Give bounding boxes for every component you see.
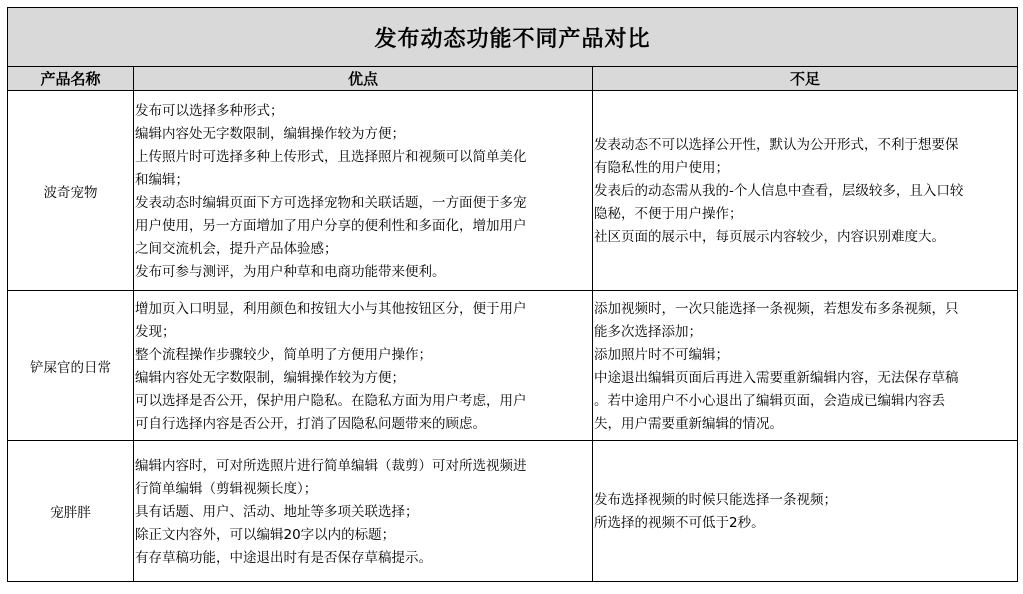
cons-line: 。若中途用户不小心退出了编辑页面，会造成已编辑内容丢 <box>594 392 945 409</box>
cons-line: 隐秘，不便于用户操作； <box>594 206 743 222</box>
pros-line: 整个流程操作步骤较少，简单明了方便用户操作； <box>135 346 432 363</box>
cons-line: 所选择的视频不可低于2秒。 <box>594 515 765 531</box>
pros-line: 编辑内容处无字数限制，编辑操作较为方便； <box>135 369 405 386</box>
pros-line: 增加页入口明显，利用颜色和按钮大小与其他按钮区分，便于用户 <box>135 300 527 317</box>
table-row <box>8 91 1018 291</box>
header-cons: 不足 <box>593 67 1018 91</box>
pros-line: 上传照片时可选择多种上传形式，且选择照片和视频可以简单美化 <box>135 148 527 165</box>
comparison-sheet <box>7 7 1017 582</box>
cons-cell <box>593 291 1018 441</box>
title-row <box>8 8 1018 67</box>
table-row <box>8 441 1018 582</box>
table-row <box>8 291 1018 441</box>
cons-line: 能多次选择添加； <box>594 323 702 340</box>
product-name: 波奇宠物 <box>8 91 134 291</box>
table-title: 发布动态功能不同产品对比 <box>8 8 1018 67</box>
pros-line: 发布可参与测评，为用户种草和电商功能带来便利。 <box>135 263 446 280</box>
cons-line: 社区页面的展示中，每页展示内容较少，内容识别难度大。 <box>594 229 945 245</box>
cons-cell <box>593 91 1018 291</box>
pros-line: 用户使用，另一方面增加了用户分享的便利性和多面化，增加用户 <box>135 217 527 234</box>
pros-line: 除正文内容外，可以编辑20字以内的标题； <box>135 526 396 543</box>
pros-cell <box>134 291 593 441</box>
pros-line: 编辑内容处无字数限制，编辑操作较为方便； <box>135 125 405 142</box>
cons-line: 失，用户需要重新编辑的情况。 <box>594 415 783 432</box>
pros-line: 发表动态时编辑页面下方可选择宠物和关联话题，一方面便于多宠 <box>135 194 527 211</box>
pros-line: 有存草稿功能，中途退出时有是否保存草稿提示。 <box>135 549 432 566</box>
pros-line: 之间交流机会，提升产品体验感； <box>135 240 338 257</box>
pros-line: 具有话题、用户、活动、地址等多项关联选择； <box>135 503 419 520</box>
cons-line: 发表动态不可以选择公开性，默认为公开形式，不利于想要保 <box>594 137 959 153</box>
pros-line: 编辑内容时，可对所选照片进行简单编辑（裁剪）可对所选视频进 <box>135 457 527 474</box>
cons-line: 发布选择视频的时候只能选择一条视频； <box>594 492 837 508</box>
cons-line: 添加照片时不可编辑； <box>594 346 729 363</box>
pros-line: 发布可以选择多种形式； <box>135 102 284 119</box>
header-row <box>8 67 1018 91</box>
pros-cell <box>134 441 593 582</box>
cons-cell <box>593 441 1018 582</box>
header-product-name: 产品名称 <box>8 67 134 91</box>
cons-line: 有隐私性的用户使用； <box>594 160 729 176</box>
cons-line: 发表后的动态需从我的-个人信息中查看，层级较多，且入口较 <box>594 183 964 199</box>
pros-cell <box>134 91 593 291</box>
product-name: 宠胖胖 <box>8 441 134 582</box>
cons-line: 添加视频时，一次只能选择一条视频，若想发布多条视频，只 <box>594 300 959 317</box>
cons-line: 中途退出编辑页面后再进入需要重新编辑内容，无法保存草稿 <box>594 369 959 386</box>
pros-line: 发现； <box>135 323 176 340</box>
pros-line: 可自行选择内容是否公开，打消了因隐私问题带来的顾虑。 <box>135 415 486 432</box>
pros-line: 行简单编辑（剪辑视频长度）； <box>135 480 318 497</box>
comparison-table <box>7 7 1018 582</box>
header-pros: 优点 <box>134 67 593 91</box>
product-name: 铲屎官的日常 <box>8 291 134 441</box>
pros-line: 和编辑； <box>135 171 189 188</box>
pros-line: 可以选择是否公开，保护用户隐私。在隐私方面为用户考虑，用户 <box>135 392 527 409</box>
